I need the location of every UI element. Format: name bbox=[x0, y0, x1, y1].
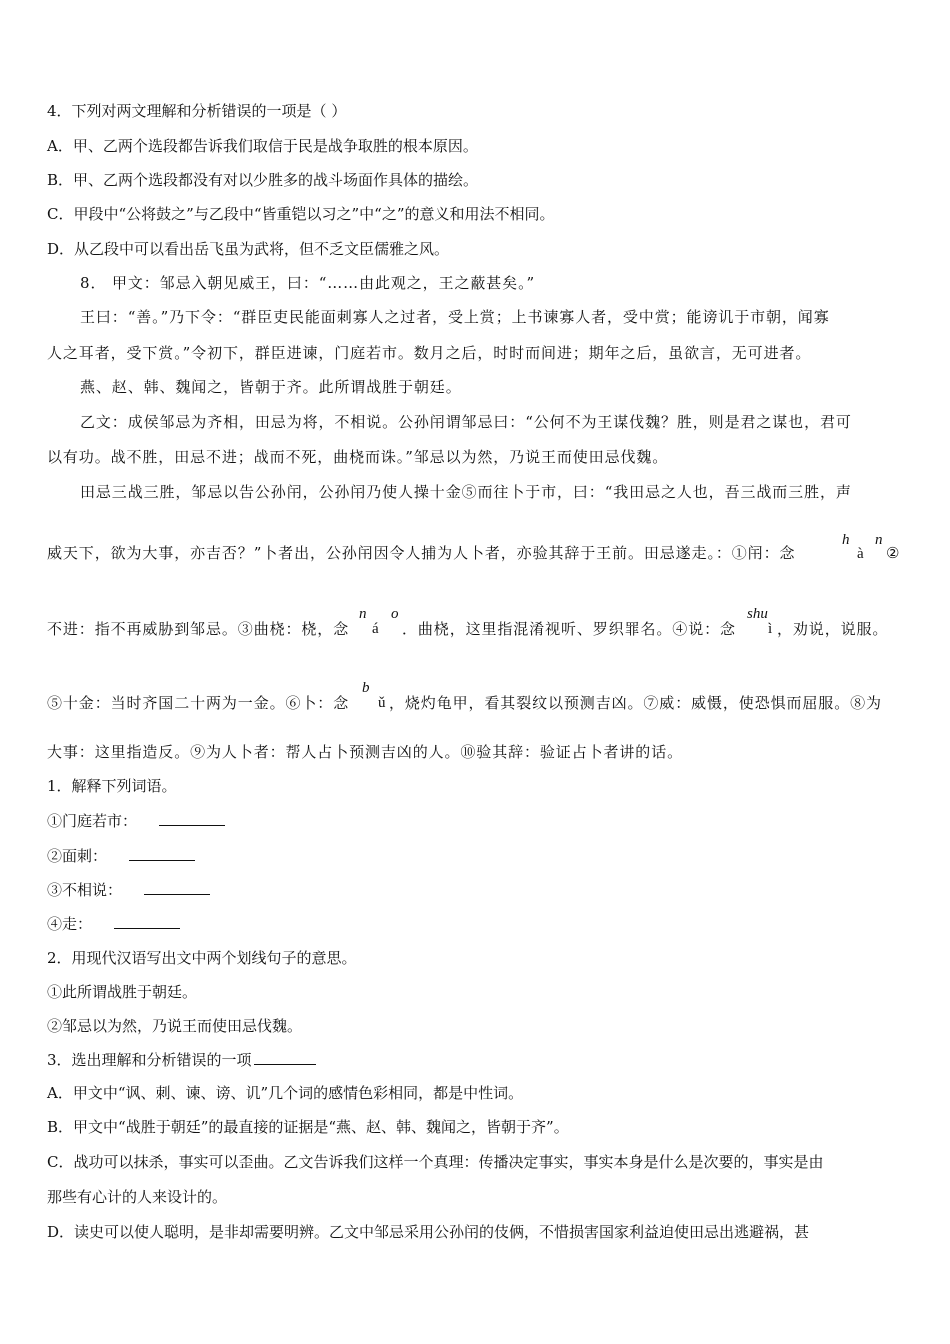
passage-yi-line-6b: ，烧灼龟甲，看其裂纹以预测吉凶。⑦威：威慑，使恐惧而屈服。⑧为 bbox=[389, 694, 882, 712]
passage-jia-line-4: 燕、赵、韩、魏闻之，皆朝于齐。此所谓战胜于朝廷。 bbox=[80, 378, 462, 396]
answer-blank-2[interactable] bbox=[129, 846, 195, 861]
q1-item-4-label: ④走： bbox=[47, 915, 93, 933]
passage-yi-line-7: 大事：这里指造反。⑨为人卜者：帮人占卜预测吉凶的人。⑩验其辞：验证占卜者讲的话。 bbox=[47, 743, 684, 761]
q2-stem: 2．用现代汉语写出文中两个划线句子的意思。 bbox=[47, 949, 357, 967]
q3-stem: 3．选出理解和分析错误的一项 bbox=[47, 1051, 252, 1069]
passage-jia-line-3: 人之耳者，受下赏。”令初下，群臣进谏，门庭若市。数月之后，时时而间进；期年之后，虽欲言，无可进者。 bbox=[47, 344, 812, 362]
pinyin-shui-top: shu bbox=[747, 606, 768, 622]
pinyin-bu-tone: ǔ bbox=[378, 695, 386, 711]
passage-yi-line-6a: ⑤十金：当时齐国二十两为一金。⑥卜：念 bbox=[47, 694, 350, 712]
passage-yi-line-5a: 不进：指不再威胁到邹忌。③曲桡：桡，念 bbox=[47, 620, 350, 638]
q1-item-4 bbox=[47, 914, 907, 934]
answer-blank-1[interactable] bbox=[159, 811, 225, 826]
passage-yi-line-4 bbox=[47, 543, 907, 563]
passage-yi-line-3: 田忌三战三胜，邹忌以告公孙闬，公孙闬乃使人操十金⑤而往卜于市，曰：“我田忌之人也，吾三战而三胜，声 bbox=[80, 483, 852, 501]
pinyin-shui-tone: ì bbox=[768, 621, 773, 637]
passage-yi-line-5b: ．曲桡，这里指混淆视听、罗织罪名。④说：念 bbox=[402, 620, 736, 638]
q1-item-3-label: ③不相说： bbox=[47, 881, 123, 899]
passage-jia-line-1: 8． 甲文：邹忌入朝见威王，曰：“……由此观之，王之蔽甚矣。” bbox=[80, 274, 536, 292]
q1-stem: 1．解释下列词语。 bbox=[47, 777, 177, 795]
pinyin-han-n: n bbox=[875, 532, 883, 548]
q3-option-c-line-1: C．战功可以抹杀，事实可以歪曲。乙文告诉我们这样一个真理：传播决定事实，事实本身是什么是次要的，事实是由 bbox=[47, 1153, 824, 1171]
pinyin-han-tone: à bbox=[857, 546, 864, 562]
q4-option-a: A．甲、乙两个选段都告诉我们取信于民是战争取胜的根本原因。 bbox=[47, 137, 478, 155]
footnote-2-marker: ② bbox=[886, 544, 900, 562]
passage-yi-line-1: 乙文：成侯邹忌为齐相，田忌为将，不相说。公孙闬谓邹忌曰：“公何不为王谋伐魏？胜，则是君之谋也，君可 bbox=[80, 413, 852, 431]
q3-stem-line bbox=[47, 1050, 907, 1070]
q1-item-1 bbox=[47, 811, 907, 831]
q4-option-d: D．从乙段中可以看出岳飞虽为武将，但不乏文臣儒雅之风。 bbox=[47, 240, 450, 258]
pinyin-bu-b: b bbox=[362, 680, 370, 696]
passage-yi-line-2: 以有功。战不胜，田忌不进；战而不死，曲桡而诛。”邹忌以为然，乃说王而使田忌伐魏。 bbox=[47, 448, 669, 466]
q3-option-d: D．读史可以使人聪明，是非却需要明辨。乙文中邹忌采用公孙闬的伎俩，不惜损害国家利益迫使田忌出逃避祸，甚 bbox=[47, 1223, 810, 1241]
passage-yi-line-5c: ，劝说，说服。 bbox=[777, 620, 889, 638]
pinyin-han-h: h bbox=[842, 532, 850, 548]
passage-jia-line-2: 王曰：“善。”乃下令：“群臣吏民能面刺寡人之过者，受上赏；上书谏寡人者，受中赏；能谤讥于市朝，闻寡 bbox=[80, 308, 830, 326]
q1-item-3 bbox=[47, 880, 907, 900]
q1-item-1-label: ①门庭若市： bbox=[47, 812, 138, 830]
q3-option-a: A．甲文中“讽、刺、谏、谤、讥”几个词的感情色彩相同，都是中性词。 bbox=[47, 1084, 524, 1102]
q4-option-c: C．甲段中“公将鼓之”与乙段中“皆重铠以习之”中“之”的意义和用法不相同。 bbox=[47, 205, 555, 223]
answer-blank-3[interactable] bbox=[144, 880, 210, 895]
answer-blank-q3[interactable] bbox=[254, 1050, 316, 1065]
q4-option-b: B．甲、乙两个选段都没有对以少胜多的战斗场面作具体的描绘。 bbox=[47, 171, 479, 189]
q1-item-2-label: ②面刺： bbox=[47, 847, 108, 865]
passage-yi-line-4-text: 威天下，欲为大事，亦吉否？”卜者出，公孙闬因令人捕为人卜者，亦验其辞于王前。田忌遂走。：①闬：念 bbox=[47, 544, 796, 562]
q3-option-c-line-2: 那些有心计的人来设计的。 bbox=[47, 1188, 228, 1206]
answer-blank-4[interactable] bbox=[114, 914, 180, 929]
pinyin-nao-o: o bbox=[391, 606, 399, 622]
q3-option-b: B．甲文中“战胜于朝廷”的最直接的证据是“燕、赵、韩、魏闻之，皆朝于齐”。 bbox=[47, 1118, 569, 1136]
q2-item-2: ②邹忌以为然，乃说王而使田忌伐魏。 bbox=[47, 1017, 303, 1035]
pinyin-nao-n: n bbox=[359, 606, 367, 622]
q2-item-1: ①此所谓战胜于朝廷。 bbox=[47, 983, 198, 1001]
pinyin-nao-tone: á bbox=[372, 621, 379, 637]
q1-item-2 bbox=[47, 846, 907, 866]
q4-stem: 4．下列对两文理解和分析错误的一项是（ ） bbox=[47, 102, 347, 120]
